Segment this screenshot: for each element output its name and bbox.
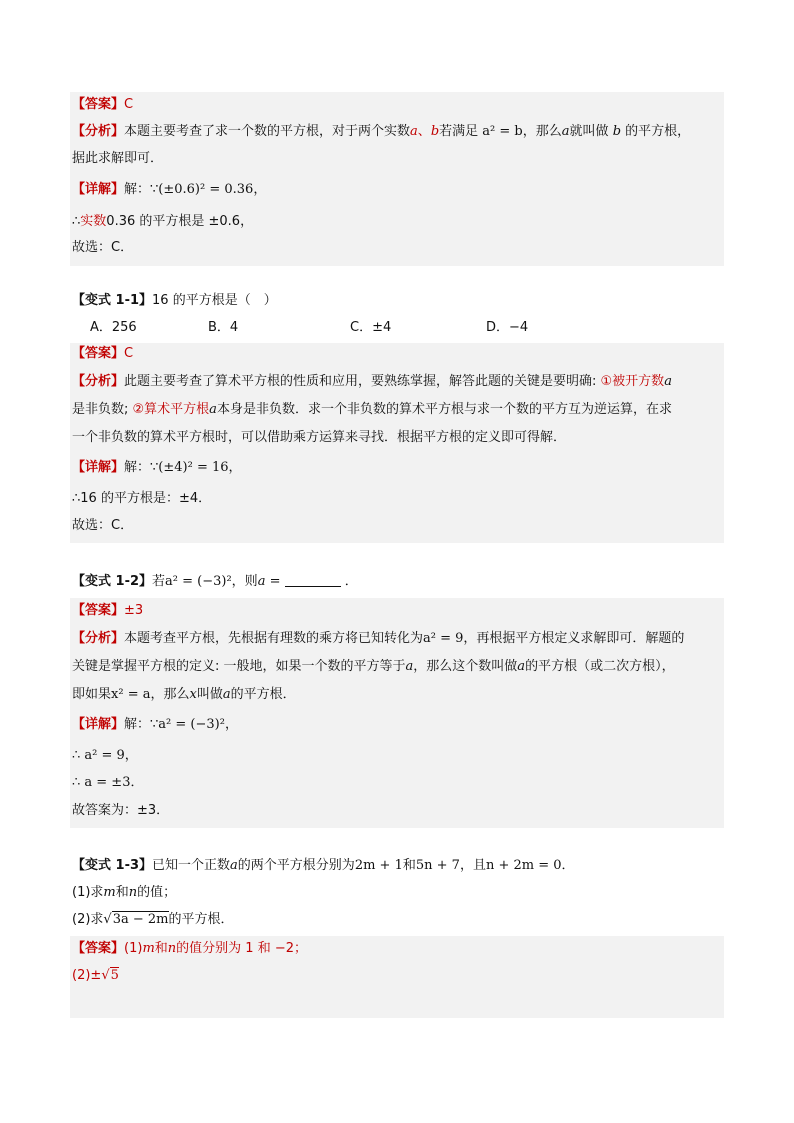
detail-line-3 bbox=[72, 238, 133, 258]
question-stem-1-1 bbox=[72, 291, 277, 311]
analysis-line-2 bbox=[72, 400, 672, 420]
answer-tag: 【答案】 bbox=[72, 346, 125, 361]
analysis-text: ，那么 bbox=[150, 687, 190, 702]
analysis-text: 的平方根（或二次方根）， bbox=[525, 659, 675, 674]
detail-line-2 bbox=[72, 489, 211, 509]
detail-text: 0.36 的平方根是 ±0.6， bbox=[106, 214, 254, 229]
analysis-line-1 bbox=[72, 629, 684, 649]
solution-box-q0 bbox=[70, 92, 724, 266]
answer-blank[interactable] bbox=[285, 572, 341, 587]
math-var: x bbox=[189, 687, 197, 702]
detail-text: ， bbox=[224, 717, 238, 732]
analysis-text: 一个非负数的算术平方根时，可以借助乘方运算来寻找．根据平方根的定义即可得解． bbox=[72, 430, 567, 445]
answer-line bbox=[72, 344, 133, 364]
detail-text: 实数 bbox=[80, 214, 107, 229]
detail-tag: 【详解】 bbox=[72, 182, 125, 197]
math-expression: (±4)² = 16 bbox=[158, 460, 229, 475]
detail-text: 解：∵ bbox=[124, 182, 159, 197]
detail-text: 解：∵ bbox=[124, 460, 159, 475]
analysis-line-1 bbox=[72, 372, 672, 392]
choice-b[interactable]: B．4 bbox=[208, 320, 239, 335]
math-expression: 5 bbox=[110, 968, 119, 983]
analysis-line-3 bbox=[72, 685, 296, 705]
detail-tag: 【详解】 bbox=[72, 460, 125, 475]
separator: 、 bbox=[417, 124, 431, 139]
choice-a[interactable]: A．256 bbox=[90, 320, 137, 335]
question-text: 的两个平方根分别为 bbox=[237, 858, 355, 873]
analysis-text: 是非负数; bbox=[72, 402, 133, 417]
analysis-line-1 bbox=[72, 122, 690, 142]
detail-line-1 bbox=[72, 458, 242, 478]
question-text: ，且 bbox=[459, 858, 486, 873]
question-tag: 【变式 1-1】 bbox=[72, 293, 153, 308]
math-var: a bbox=[561, 124, 570, 139]
detail-text: ， bbox=[228, 460, 242, 475]
analysis-text: 就叫做 bbox=[569, 124, 609, 139]
math-expression: 2m + 1 bbox=[354, 858, 403, 873]
math-var: a bbox=[222, 687, 231, 702]
analysis-line-2 bbox=[72, 149, 163, 169]
math-var: a bbox=[664, 374, 672, 389]
detail-line-3 bbox=[72, 516, 133, 536]
detail-line-2 bbox=[72, 746, 138, 766]
answer-tag: 【答案】 bbox=[72, 941, 125, 956]
math-var: n bbox=[128, 885, 138, 900]
analysis-text: 此题主要考查了算术平方根的性质和应用，要熟练掌握，解答此题的关键是要明确: bbox=[124, 374, 601, 389]
math-var: m bbox=[142, 941, 155, 956]
answer-line-1 bbox=[72, 939, 307, 959]
answer-value: C bbox=[124, 97, 134, 112]
analysis-text: ，那么 bbox=[522, 124, 562, 139]
question-tag: 【变式 1-3】 bbox=[72, 858, 153, 873]
question-text: 若 bbox=[152, 574, 166, 589]
analysis-tag: 【分析】 bbox=[72, 124, 125, 139]
analysis-text: 的平方根， bbox=[625, 124, 691, 139]
analysis-text: 即如果 bbox=[72, 687, 112, 702]
analysis-text: 的平方根． bbox=[230, 687, 296, 702]
math-var: a bbox=[230, 858, 238, 873]
math-expression: = bbox=[265, 574, 285, 589]
question-text: ． bbox=[561, 858, 575, 873]
detail-line-2 bbox=[72, 212, 253, 232]
sqrt-symbol: √ bbox=[103, 912, 112, 927]
analysis-line-3 bbox=[72, 428, 566, 448]
detail-text: 解：∵ bbox=[124, 717, 159, 732]
analysis-text: 若满足 bbox=[439, 124, 479, 139]
analysis-tag: 【分析】 bbox=[72, 374, 125, 389]
question-stem-1-2 bbox=[72, 572, 358, 592]
answer-text: (2)± bbox=[72, 968, 102, 983]
detail-text: ， bbox=[253, 182, 267, 197]
math-expression: ∴ a = ±3． bbox=[72, 775, 144, 790]
answer-line-2 bbox=[72, 966, 119, 986]
analysis-line-2 bbox=[72, 657, 675, 677]
math-expression: ∴ a² = 9， bbox=[72, 748, 138, 763]
answer-tag: 【答案】 bbox=[72, 97, 125, 112]
analysis-text: ，再根据平方根定义求解即可．解题的 bbox=[463, 631, 685, 646]
math-expression: 5n + 7 bbox=[415, 858, 460, 873]
choice-d[interactable]: D．−4 bbox=[486, 320, 529, 335]
analysis-text: ，那么这个数叫做 bbox=[413, 659, 518, 674]
answer-line bbox=[72, 95, 133, 115]
math-var: b bbox=[430, 124, 440, 139]
question-text: 和 bbox=[115, 885, 129, 900]
math-expression: a² = 9 bbox=[423, 631, 464, 646]
sqrt-symbol: √ bbox=[101, 968, 110, 983]
math-expression: 3a − 2m bbox=[112, 912, 169, 927]
analysis-text: 本题主要考查了求一个数的平方根，对于两个实数 bbox=[124, 124, 411, 139]
math-expression: a² = (−3)² bbox=[165, 574, 232, 589]
math-expression: a² = b bbox=[482, 124, 523, 139]
analysis-text: ②算术平方根 bbox=[132, 402, 210, 417]
answer-tag: 【答案】 bbox=[72, 603, 125, 618]
math-expression: x² = a bbox=[111, 687, 151, 702]
math-expression: n + 2m = 0 bbox=[485, 858, 562, 873]
analysis-text: 关键是掌握平方根的定义: 一般地，如果一个数的平方等于 bbox=[72, 659, 406, 674]
question-text: 已知一个正数 bbox=[152, 858, 231, 873]
math-var: b bbox=[612, 124, 622, 139]
question-text: 的值； bbox=[137, 885, 177, 900]
detail-line-3 bbox=[72, 773, 143, 793]
analysis-text: 据此求解即可． bbox=[72, 151, 164, 166]
math-var: a bbox=[405, 659, 414, 674]
question-text: (1)求 bbox=[72, 885, 104, 900]
answer-text: 和 bbox=[154, 941, 168, 956]
question-part-1 bbox=[72, 883, 176, 903]
math-var: a bbox=[517, 659, 526, 674]
detail-tag: 【详解】 bbox=[72, 717, 125, 732]
answer-value: C bbox=[124, 346, 134, 361]
question-text: 16 的平方根是（ ） bbox=[152, 293, 277, 308]
answer-line bbox=[72, 601, 143, 621]
detail-text: 故选：C． bbox=[72, 240, 134, 255]
math-var: m bbox=[103, 885, 116, 900]
math-var: n bbox=[167, 941, 177, 956]
answer-value: ±3 bbox=[124, 603, 144, 618]
choice-c[interactable]: C．±4 bbox=[350, 320, 392, 335]
analysis-text: 本身是非负数．求一个非负数的算术平方根与求一个数的平方互为逆运算，在求 bbox=[216, 402, 672, 417]
therefore-symbol: ∴ bbox=[72, 214, 81, 229]
question-part-2 bbox=[72, 910, 234, 930]
analysis-text: ①被开方数 bbox=[600, 374, 665, 389]
question-text: ，则 bbox=[231, 574, 258, 589]
math-expression: a² = (−3)² bbox=[158, 717, 225, 732]
analysis-tag: 【分析】 bbox=[72, 631, 125, 646]
detail-text: 故选：C． bbox=[72, 518, 134, 533]
detail-text: 故答案为：±3． bbox=[72, 803, 170, 818]
analysis-text: 本题考查平方根，先根据有理数的乘方将已知转化为 bbox=[124, 631, 424, 646]
question-stem-1-3 bbox=[72, 856, 575, 876]
question-text: 和 bbox=[402, 858, 416, 873]
question-tag: 【变式 1-2】 bbox=[72, 574, 153, 589]
question-text: (2)求 bbox=[72, 912, 104, 927]
detail-line-1 bbox=[72, 715, 238, 735]
math-expression: (±0.6)² = 0.36 bbox=[158, 182, 254, 197]
question-text: 的平方根． bbox=[168, 912, 234, 927]
detail-line-4 bbox=[72, 801, 169, 821]
question-text: ． bbox=[344, 574, 358, 589]
answer-text: (1) bbox=[124, 941, 143, 956]
answer-text: 的值分别为 1 和 −2； bbox=[176, 941, 307, 956]
math-var: a bbox=[209, 402, 217, 417]
math-var: a bbox=[410, 124, 418, 139]
analysis-text: 叫做 bbox=[196, 687, 223, 702]
math-var: a bbox=[257, 574, 266, 589]
detail-line-1 bbox=[72, 180, 266, 200]
detail-text: ∴16 的平方根是：±4． bbox=[72, 491, 212, 506]
